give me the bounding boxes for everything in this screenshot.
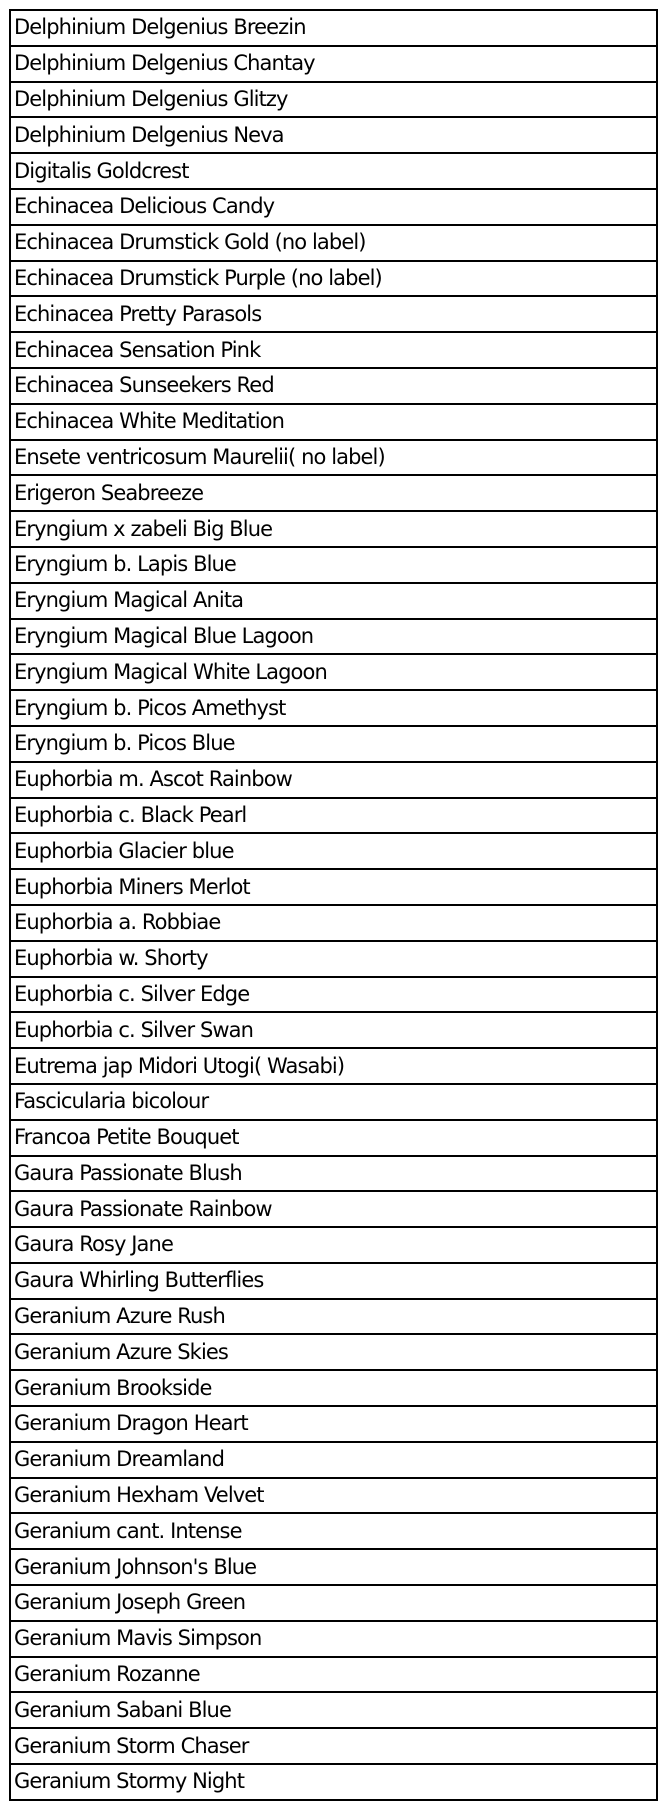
table-row [10,690,657,726]
table-row [10,654,657,690]
plant-name-cell[interactable]: Gaura Passionate Blush [10,1156,657,1192]
table-row [10,1263,657,1299]
plant-name-cell[interactable]: Euphorbia c. Silver Swan [10,1012,657,1048]
table-row [10,404,657,440]
table-row [10,1442,657,1478]
plant-name-cell[interactable]: Eryngium Magical White Lagoon [10,654,657,690]
table-row [10,440,657,476]
plant-name-cell[interactable]: Echinacea Pretty Parasols [10,296,657,332]
plant-name-cell[interactable]: Geranium Hexham Velvet [10,1478,657,1514]
table-row [10,1657,657,1693]
table-row [10,332,657,368]
table-row [10,153,657,189]
table-row [10,46,657,82]
table-row [10,1012,657,1048]
plant-name-cell[interactable]: Eryngium Magical Anita [10,583,657,619]
table-row [10,1191,657,1227]
plant-name-cell[interactable]: Delphinium Delgenius Chantay [10,46,657,82]
plant-name-cell[interactable]: Echinacea Delicious Candy [10,189,657,225]
plant-name-cell[interactable]: Geranium Azure Skies [10,1334,657,1370]
table-row [10,726,657,762]
table-row [10,869,657,905]
plant-name-cell[interactable]: Eryngium x zabeli Big Blue [10,511,657,547]
table-row [10,762,657,798]
plant-name-cell[interactable]: Ensete ventricosum Maurelii( no label) [10,440,657,476]
plant-name-cell[interactable]: Eryngium b. Picos Blue [10,726,657,762]
plant-name-cell[interactable]: Echinacea White Meditation [10,404,657,440]
plant-name-cell[interactable]: Geranium Storm Chaser [10,1728,657,1764]
table-row [10,189,657,225]
table-row [10,977,657,1013]
table-row [10,10,657,46]
plant-name-cell[interactable]: Euphorbia w. Shorty [10,941,657,977]
plant-name-cell[interactable]: Delphinium Delgenius Breezin [10,10,657,46]
table-row [10,368,657,404]
table-row [10,475,657,511]
plant-name-cell[interactable]: Eryngium Magical Blue Lagoon [10,619,657,655]
plant-name-cell[interactable]: Geranium Dragon Heart [10,1406,657,1442]
table-row [10,225,657,261]
table-row [10,1621,657,1657]
plant-name-cell[interactable]: Eutrema jap Midori Utogi( Wasabi) [10,1048,657,1084]
table-row [10,1549,657,1585]
table-row [10,1156,657,1192]
plant-name-cell[interactable]: Echinacea Sensation Pink [10,332,657,368]
plant-name-cell[interactable]: Francoa Petite Bouquet [10,1120,657,1156]
plant-name-cell[interactable]: Geranium Dreamland [10,1442,657,1478]
plant-name-cell[interactable]: Geranium Rozanne [10,1657,657,1693]
table-row [10,583,657,619]
plant-name-cell[interactable]: Geranium Sabani Blue [10,1692,657,1728]
table-row [10,1120,657,1156]
plant-name-cell[interactable]: Euphorbia c. Black Pearl [10,798,657,834]
table-row [10,1048,657,1084]
table-row [10,1299,657,1335]
table-row [10,1478,657,1514]
plant-name-cell[interactable]: Geranium Mavis Simpson [10,1621,657,1657]
table-row [10,1370,657,1406]
table-row [10,1764,657,1800]
plant-name-cell[interactable]: Gaura Rosy Jane [10,1227,657,1263]
plant-name-cell[interactable]: Geranium Azure Rush [10,1299,657,1335]
plant-name-cell[interactable]: Euphorbia m. Ascot Rainbow [10,762,657,798]
table-row [10,1227,657,1263]
plant-name-cell[interactable]: Delphinium Delgenius Glitzy [10,82,657,118]
table-row [10,1406,657,1442]
table-row [10,798,657,834]
plant-name-cell[interactable]: Gaura Whirling Butterflies [10,1263,657,1299]
plant-name-cell[interactable]: Euphorbia Miners Merlot [10,869,657,905]
plant-name-cell[interactable]: Echinacea Drumstick Gold (no label) [10,225,657,261]
plant-name-cell[interactable]: Euphorbia c. Silver Edge [10,977,657,1013]
plant-name-cell[interactable]: Gaura Passionate Rainbow [10,1191,657,1227]
plant-name-cell[interactable]: Geranium cant. Intense [10,1513,657,1549]
plant-name-cell[interactable]: Eryngium b. Picos Amethyst [10,690,657,726]
table-row [10,619,657,655]
table-row [10,1513,657,1549]
table-row [10,261,657,297]
table-row [10,117,657,153]
table-row [10,511,657,547]
table-row [10,1728,657,1764]
plant-name-cell[interactable]: Eryngium b. Lapis Blue [10,547,657,583]
plant-name-cell[interactable]: Erigeron Seabreeze [10,475,657,511]
table-row [10,82,657,118]
plant-list-table [9,9,658,1801]
plant-list-body [10,10,657,1800]
plant-name-cell[interactable]: Euphorbia Glacier blue [10,833,657,869]
plant-name-cell[interactable]: Geranium Brookside [10,1370,657,1406]
table-row [10,1692,657,1728]
table-row [10,1585,657,1621]
table-row [10,1084,657,1120]
plant-name-cell[interactable]: Echinacea Sunseekers Red [10,368,657,404]
plant-name-cell[interactable]: Euphorbia a. Robbiae [10,905,657,941]
table-row [10,1334,657,1370]
table-row [10,905,657,941]
plant-name-cell[interactable]: Fascicularia bicolour [10,1084,657,1120]
plant-name-cell[interactable]: Geranium Stormy Night [10,1764,657,1800]
plant-name-cell[interactable]: Geranium Johnson's Blue [10,1549,657,1585]
table-row [10,547,657,583]
table-row [10,941,657,977]
table-row [10,296,657,332]
table-row [10,833,657,869]
plant-name-cell[interactable]: Digitalis Goldcrest [10,153,657,189]
plant-name-cell[interactable]: Delphinium Delgenius Neva [10,117,657,153]
plant-name-cell[interactable]: Geranium Joseph Green [10,1585,657,1621]
plant-name-cell[interactable]: Echinacea Drumstick Purple (no label) [10,261,657,297]
